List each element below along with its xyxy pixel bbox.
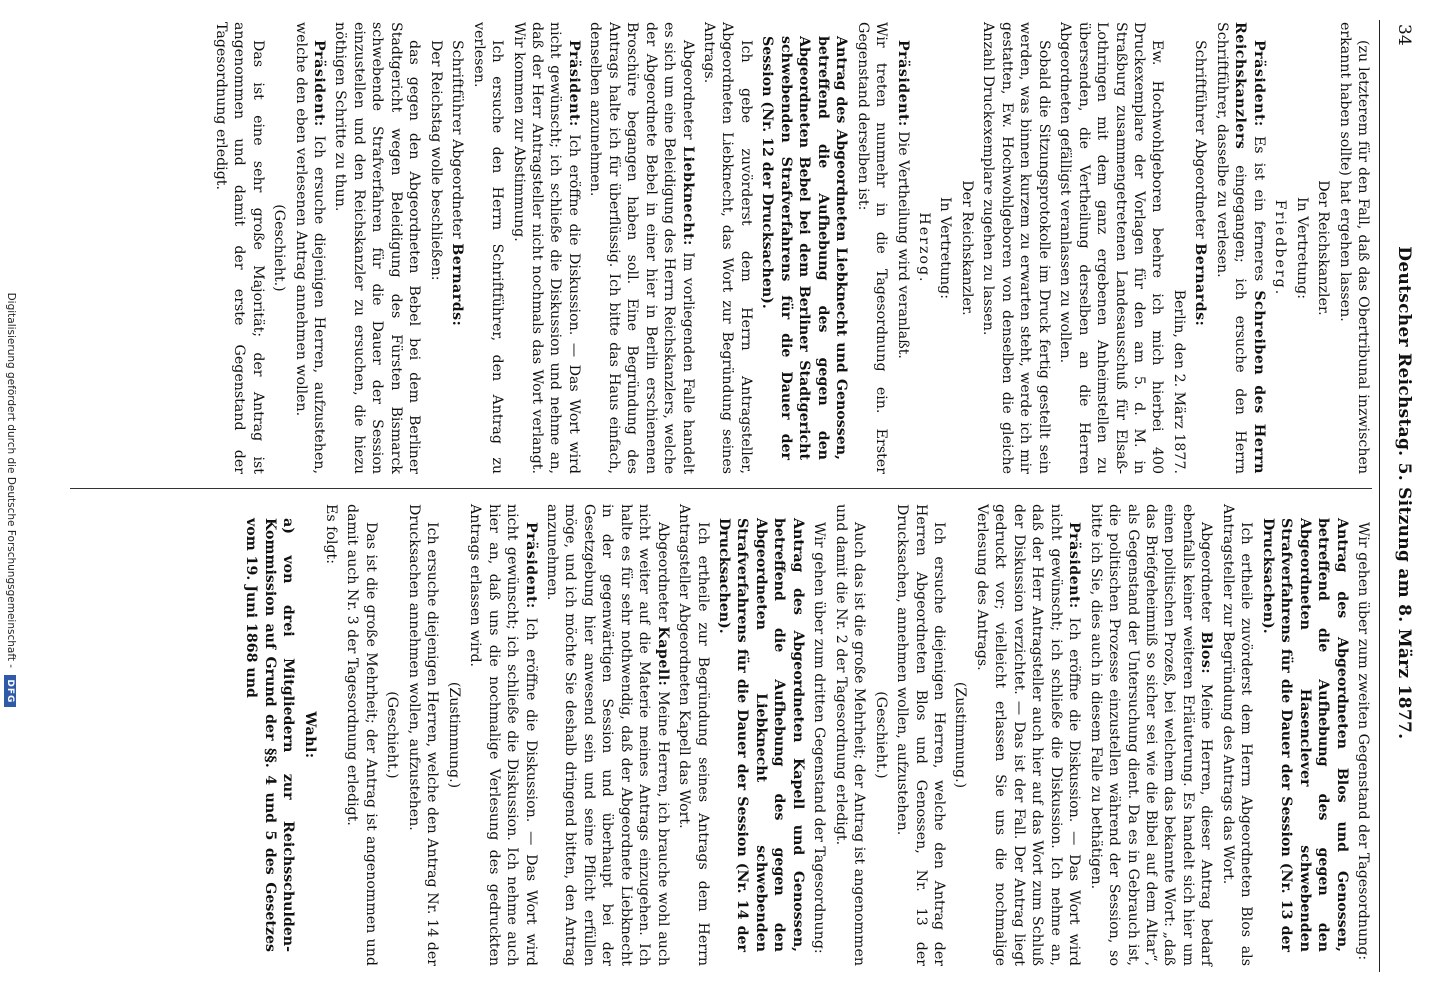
signature-name: Friedberg. (1272, 199, 1289, 297)
speaker: Kapell: (654, 626, 671, 687)
stage-note: (Zustimmung.) (445, 681, 462, 789)
signature-title: Der Reichskanzler. (958, 180, 975, 316)
stage-note: (Zustimmung.) (952, 681, 969, 789)
paragraph: Wir gehen über zum zweiten Gegenstand der Tagesordnung: (1355, 522, 1371, 961)
speaker: Liebknecht: (679, 146, 696, 246)
agenda-heading: a) von drei Mitgliedern zur Reichsschulden-Kommission auf Grund der §§. 4 und 5 des Gesetzes vom 19. Juni 1868 und (243, 518, 297, 952)
paragraph: Das ist die große Mehrheit; der Antrag ist angenommen und damit auch Nr. 3 der Tagesordnung erledigt. (344, 504, 379, 966)
paragraph: Präsident: Ich eröffne die Diskussion. — Das Wort wird nicht gewünscht; ich schließe die Diskussion. Ich nehme auch hier an, daß uns die nochmalige Verlesung des gedruckten Antrags erlassen wird. (467, 504, 539, 966)
letter-body: Ew. Hochwohlgeboren beehre ich mich hierbei 400 Druckexemplare der Vorlagen für den am 5. d. M. in Straßburg zusammengetretenen Landesausschuß für Elsaß-Lothringen mit dem ganz ergebenen Anheimstellen zu übersenden, die Vertheilung derselben an die Herren Abgeordneten gefälligst veranlassen zu wollen. (1057, 22, 1166, 474)
agenda-heading: Antrag des Abgeordneten Blos und Genossen, betreffend die Aufhebung des gegen den Abgeordneten Hasenclever schwebenden Strafverfahrens für die Dauer der Session (Nr. 13 der Drucksachen). (1259, 518, 1350, 952)
signature-name: Herzog. (916, 212, 933, 284)
running-title: Deutscher Reichstag. 5. Sitzung am 8. März 1877. (1394, 246, 1414, 740)
credit-text: Digitalisierung gefördert durch die Deutsche Forschungsgemeinschaft - (5, 292, 17, 669)
speaker: Präsident: (1066, 522, 1083, 609)
column-divider (70, 488, 1372, 489)
paragraph: Präsident: Ich eröffne die Diskussion. — Das Wort wird nicht gewünscht; ich schließe die Diskussion. Ich nehme an, daß der Herr Antragsteller auch hier auf das Wort zum Schluß der Diskussion verzichtet. — Das ist der Fall. Der Antrag liegt gedruckt vor; vielleicht erlassen Sie uns die nochmalige Verlesung des Antrags. (973, 504, 1083, 966)
stage-note: (Geschieht.) (872, 691, 889, 779)
paragraph: Ich ertheile zuvörderst dem Herrn Abgeordneten Blos als Antragsteller zur Begründung des Antrags das Wort. (1219, 504, 1255, 966)
paragraph: Präsident: Ich eröffne die Diskussion. — Das Wort wird nicht gewünscht; ich schließe die Diskussion und nehme an, daß der Herr Antragsteller nicht nochmals das Wort verlangt. Wir kommen zur Abstimmung. (510, 22, 582, 474)
agenda-heading: Antrag des Abgeordneten Liebknecht und Genossen, betreffend die Aufhebung des gegen den Abgeordneten Bebel bei dem Berliner Stadtgericht schwebenden Strafverfahrens für die Dauer der Session (Nr. 12 der Drucksachen). (759, 36, 850, 460)
stage-note: (Geschieht.) (384, 691, 401, 779)
speaker: Blos: (1198, 631, 1215, 675)
page-number: 34 (1394, 24, 1414, 46)
signature-title: Der Reichskanzler. (1315, 180, 1332, 316)
paragraph: Schriftführer Abgeordneter Bernards: (449, 40, 466, 327)
speaker: Bernards: (1192, 243, 1209, 327)
speaker: Präsident: (1250, 40, 1267, 127)
paragraph: das gegen den Abgeordneten Bebel bei dem Berliner Stadtgericht wegen Beleidigung des Fürsten Bismarck schwebende Strafverfahren für die Dauer der Session einzustellen und den Reichskanzler zu ersuchen, die hiezu nöthigen Schritte zu thun. (332, 22, 423, 474)
speaker: Präsident: (522, 522, 539, 609)
paragraph: Es folgt: (322, 504, 339, 565)
signature-rep: In Vertretung: (1293, 196, 1310, 300)
paragraph: Ich ersuche diejenigen Herren, welche den Antrag Nr. 14 der Drucksachen annehmen wollen, aufzustehen. (405, 504, 441, 966)
paragraph: Ich ertheile zur Begründung seines Antrags dem Herrn Antragsteller Abgeordneten Kapell das Wort. (676, 504, 711, 966)
paragraph: Präsident: Die Vertheilung wird veranlaßt. (894, 40, 911, 359)
paragraph: Wir gehen über zum dritten Gegenstand der Tagesordnung: (811, 522, 828, 954)
right-column (62, 504, 1372, 966)
paragraph: Abgeordneter Kapell: Meine Herren, ich brauche wohl auch nicht weiter auf die Materie meines Antrags einzugehen. Ich halte es für sehr nothwendig, daß der Abgeordnete Liebknecht in der gegenwärtigen Session und überhaupt bei der Gesetzgebung hier anwesend sein und seine Pflicht erfüllen möge, und ich möchte Sie deshalb dringend bitten, den Antrag anzunehmen. (543, 504, 671, 967)
speaker: Bernards: (449, 243, 466, 327)
paragraph: (zu letzterem für den Fall, daß das Obertribunal inzwischen erkannt haben sollte) hat ergehen lassen. (1336, 22, 1371, 474)
letter-body: Sobald die Sitzungsprotokolle im Druck fertig gestellt sein werden, was binnen kurzem zu erwarten steht, werde ich mir gestatten, Ew. Hochwohlgeboren von denselben die gleiche Anzahl Druckexemplare zugehen zu lassen. (980, 22, 1052, 474)
letter-date: Berlin, den 2. März 1877. (1170, 289, 1187, 474)
digitization-credit (4, 0, 17, 1000)
paragraph: Der Reichstag wolle beschließen: (427, 40, 444, 281)
paragraph: Auch das ist die große Mehrheit; der Antrag ist angenommen und damit die Nr. 2 der Tagesordnung erledigt. (832, 504, 868, 966)
dfg-logo: DFG (4, 675, 16, 707)
paragraph: Ich gebe zuvörderst dem Herrn Antragsteller, Abgeordneten Liebknecht, das Wort zur Begründung seines Antrags. (701, 22, 754, 474)
speaker: Präsident: (310, 40, 327, 127)
speaker: Präsident: (565, 40, 582, 127)
paragraph: Ich ersuche diejenigen Herren, welche den Antrag der Herren Abgeordneten Blos und Genossen, Nr. 13 der Drucksachen, annehmen wollen, aufzustehen. (894, 504, 948, 966)
paragraph: Wir treten nunmehr in die Tagesordnung ein. Erster Gegenstand derselben ist: (854, 22, 890, 474)
header-rule (1379, 20, 1380, 972)
paragraph: Abgeordneter Blos: Meine Herren, dieser Antrag bedarf ebenfalls keiner weiteren Erläuterung. Es handelt sich hier um einen politischen Prozeß, bei welchem das bekannte Wort: „daß das Briefgeheimniß so sicher sei wie die Bibel auf dem Altar“, als Gegenstand der Untersuchung dient. Da es in Gebrauch ist, die politischen Prozesse einzustellen während der Session, so bitte ich Sie, dies auch in diesem Falle zu bethätigen. (1087, 504, 1215, 967)
section-label: Wahl: (301, 711, 318, 759)
paragraph: Abgeordneter Liebknecht: Im vorliegenden Falle handelt es sich um eine Beleidigung des Herrn Reichskanzlers, welche der Abgeordnete Bebel in einer hier in Berlin erschienenen Broschüre begangen haben soll. Eine Begründung des Antrags halte ich für überflüssig. Ich bitte das Haus einfach, denselben anzunehmen. (587, 22, 696, 475)
speaker: Präsident: (894, 40, 911, 127)
page-header (1382, 24, 1426, 970)
stage-note: (Geschieht.) (271, 204, 288, 292)
paragraph: Ich ersuche den Herrn Schriftführer, den Antrag zu verlesen. (470, 22, 506, 474)
signature-rep: In Vertretung: (937, 196, 954, 300)
paragraph: Das ist eine sehr große Majorität; der Antrag ist angenommen und damit der erste Gegenstand der Tagesordnung erledigt. (212, 22, 266, 474)
paragraph: Schriftführer Abgeordneter Bernards: (1192, 40, 1209, 327)
left-column (62, 22, 1372, 474)
agenda-heading: Antrag des Abgeordneten Kapell und Genossen, betreffend die Aufhebung des gegen den Abgeordneten Liebknecht schwebenden Strafverfahrens für die Dauer der Session (Nr. 14 der Drucksachen). (716, 518, 806, 952)
paragraph: Präsident: Ich ersuche diejenigen Herren, aufzustehen, welche den eben verlesenen Antrag annehmen wollen. (292, 22, 327, 474)
paragraph: Präsident: Es ist ein ferneres Schreiben des Herrn Reichskanzlers eingegangen; ich ersuche den Herrn Schriftführer, dasselbe zu verlesen. (1213, 22, 1267, 474)
